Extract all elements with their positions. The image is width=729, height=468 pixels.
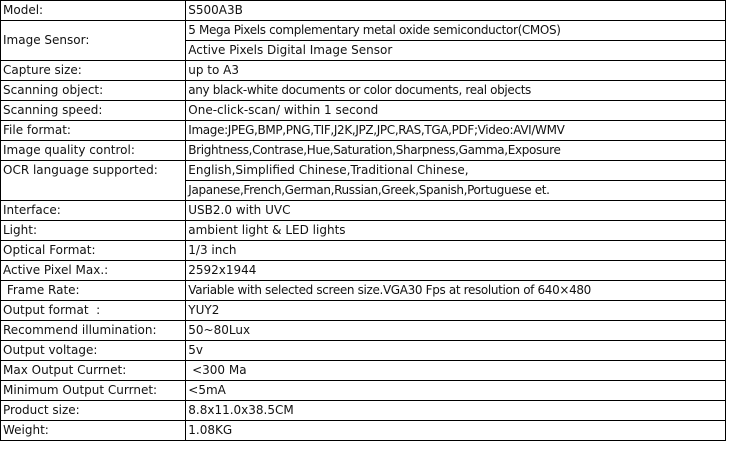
spec-row-weight — [1, 421, 726, 441]
spec-value: English,Simplified Chinese,Traditional Chinese, — [186, 161, 726, 181]
spec-label: Light: — [1, 221, 186, 241]
spec-row-active-pixel — [1, 261, 726, 281]
spec-label: Scanning speed: — [1, 101, 186, 121]
spec-value: 5 Mega Pixels complementary metal oxide semiconductor(CMOS) — [186, 21, 726, 41]
spec-label: Product size: — [1, 401, 186, 421]
spec-label: Output format : — [1, 301, 186, 321]
spec-label: Capture size: — [1, 61, 186, 81]
spec-value: USB2.0 with UVC — [186, 201, 726, 221]
spec-value: 2592x1944 — [186, 261, 726, 281]
spec-label: OCR language supported: — [1, 161, 186, 201]
spec-row-max-output-current — [1, 361, 726, 381]
spec-value: any black-white documents or color documents, real objects — [186, 81, 726, 101]
spec-row-optical-format — [1, 241, 726, 261]
spec-row-output-format — [1, 301, 726, 321]
spec-value: Image:JPEG,BMP,PNG,TIF,J2K,JPZ,JPC,RAS,TGA,PDF;Video:AVI/WMV — [186, 121, 726, 141]
spec-label: Weight: — [1, 421, 186, 441]
spec-row-frame-rate — [1, 281, 726, 301]
spec-label: Image Sensor: — [1, 21, 186, 61]
spec-label: File format: — [1, 121, 186, 141]
spec-value: 1/3 inch — [186, 241, 726, 261]
spec-row-interface — [1, 201, 726, 221]
spec-label: Frame Rate: — [1, 281, 186, 301]
spec-value: Variable with selected screen size.VGA30 Fps at resolution of 640×480 — [186, 281, 726, 301]
spec-value: 50~80Lux — [186, 321, 726, 341]
spec-label: Recommend illumination: — [1, 321, 186, 341]
spec-label: Minimum Output Currnet: — [1, 381, 186, 401]
spec-value: One-click-scan/ within 1 second — [186, 101, 726, 121]
spec-row-recommend-illumination — [1, 321, 726, 341]
spec-row-output-voltage — [1, 341, 726, 361]
spec-value: 8.8x11.0x38.5CM — [186, 401, 726, 421]
spec-row-file-format — [1, 121, 726, 141]
spec-row-image-sensor — [1, 21, 726, 41]
spec-row-scanning-speed — [1, 101, 726, 121]
spec-value: up to A3 — [186, 61, 726, 81]
spec-label: Interface: — [1, 201, 186, 221]
spec-value: ambient light & LED lights — [186, 221, 726, 241]
spec-value: <5mA — [186, 381, 726, 401]
spec-label: Image quality control: — [1, 141, 186, 161]
spec-row-image-quality — [1, 141, 726, 161]
spec-value: S500A3B — [186, 1, 726, 21]
spec-value: 5v — [186, 341, 726, 361]
spec-value: Japanese,French,German,Russian,Greek,Spanish,Portuguese et. — [186, 181, 726, 201]
spec-label: Scanning object: — [1, 81, 186, 101]
spec-label: Active Pixel Max.: — [1, 261, 186, 281]
spec-label: Model: — [1, 1, 186, 21]
spec-label: Output voltage: — [1, 341, 186, 361]
spec-value: Brightness,Contrase,Hue,Saturation,Sharpness,Gamma,Exposure — [186, 141, 726, 161]
spec-value: Active Pixels Digital Image Sensor — [186, 41, 726, 61]
spec-row-ocr-language — [1, 161, 726, 181]
spec-row-scanning-object — [1, 81, 726, 101]
spec-label: Max Output Currnet: — [1, 361, 186, 381]
spec-row-min-output-current — [1, 381, 726, 401]
spec-value: <300 Ma — [186, 361, 726, 381]
spec-value: 1.08KG — [186, 421, 726, 441]
spec-row-model — [1, 1, 726, 21]
spec-label: Optical Format: — [1, 241, 186, 261]
spec-value: YUY2 — [186, 301, 726, 321]
spec-row-light — [1, 221, 726, 241]
spec-row-product-size — [1, 401, 726, 421]
spec-row-capture-size — [1, 61, 726, 81]
